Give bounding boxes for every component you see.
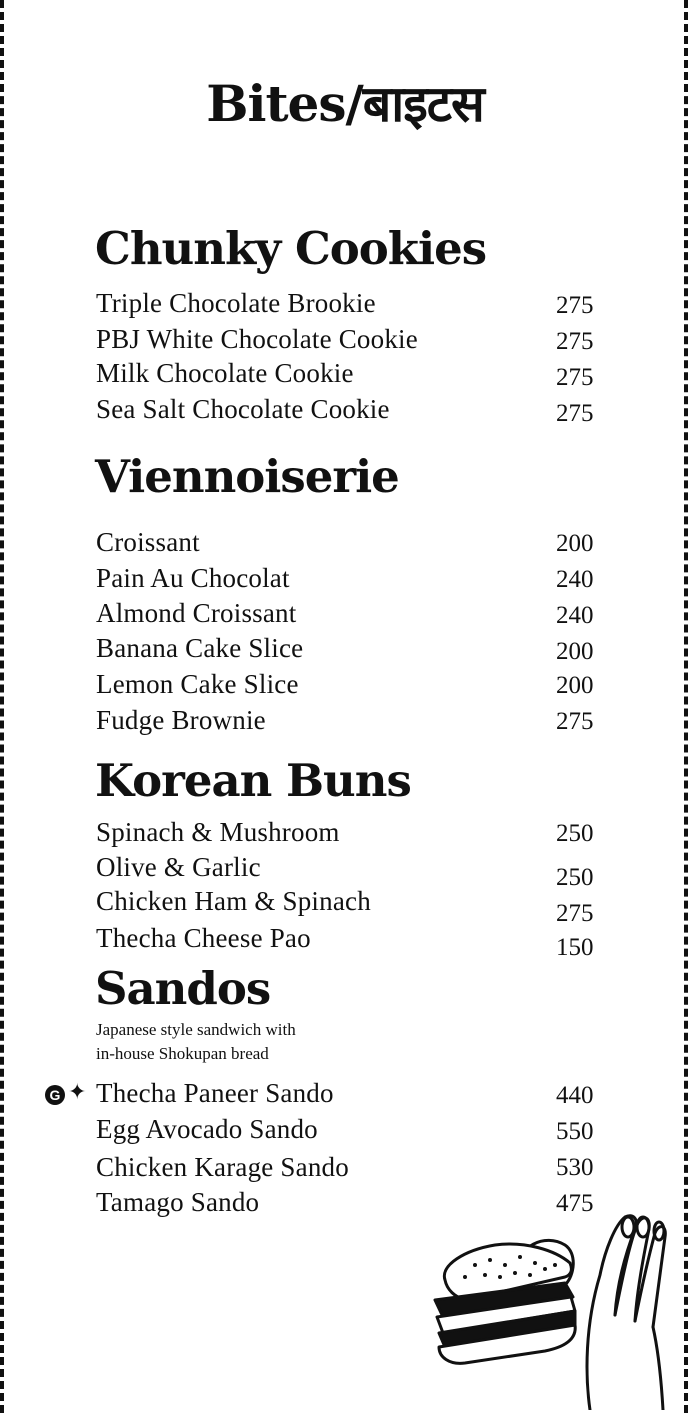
- menu-item-name: Tamago Sando: [96, 1187, 260, 1217]
- menu-item-price: 240: [556, 602, 594, 629]
- menu-item-price: 440: [556, 1082, 594, 1109]
- menu-item-name: Spinach & Mushroom: [96, 817, 340, 847]
- menu-item-name: PBJ White Chocolate Cookie: [96, 324, 418, 354]
- menu-item-name: Sea Salt Chocolate Cookie: [96, 394, 390, 424]
- section-note: in-house Shokupan bread: [96, 1044, 269, 1063]
- menu-item-name: Thecha Cheese Pao: [96, 923, 311, 953]
- menu-item-price: 275: [556, 292, 594, 319]
- google-lens-icon[interactable]: G: [45, 1085, 65, 1105]
- right-dashed-border: [684, 0, 688, 1413]
- menu-item-price: 275: [556, 400, 594, 427]
- menu-item-price: 275: [556, 708, 594, 735]
- menu-item-price: 275: [556, 364, 594, 391]
- menu-item-price: 200: [556, 530, 594, 557]
- menu-item-name: Chicken Ham & Spinach: [96, 886, 371, 916]
- menu-item-price: 475: [556, 1190, 594, 1217]
- section-title-sandos: Sandos: [95, 962, 271, 1015]
- sparkle-icon: ✦: [68, 1080, 87, 1105]
- menu-item-price: 200: [556, 638, 594, 665]
- menu-item-price: 530: [556, 1154, 594, 1181]
- menu-item-name: Lemon Cake Slice: [96, 669, 299, 699]
- menu-item-name: Fudge Brownie: [96, 705, 266, 735]
- menu-item-name: Croissant: [96, 527, 200, 557]
- sandwich-hand-illustration: [425, 1205, 675, 1410]
- menu-item-name: Almond Croissant: [96, 598, 297, 628]
- menu-item-name: Milk Chocolate Cookie: [96, 358, 354, 388]
- page-title: Bites/बाइटस: [206, 74, 484, 133]
- menu-item-name: Banana Cake Slice: [96, 633, 304, 663]
- menu-item-price: 240: [556, 566, 594, 593]
- left-dashed-border: [0, 0, 4, 1413]
- section-title-chunky-cookies: Chunky Cookies: [95, 222, 487, 275]
- menu-item-price: 550: [556, 1118, 594, 1145]
- menu-item-name: Olive & Garlic: [96, 852, 261, 882]
- menu-item-name: Triple Chocolate Brookie: [96, 288, 376, 318]
- menu-item-name: Thecha Paneer Sando: [96, 1078, 334, 1108]
- menu-item-name: Chicken Karage Sando: [96, 1152, 349, 1182]
- menu-item-price: 250: [556, 820, 594, 847]
- menu-item-price: 275: [556, 328, 594, 355]
- section-note: Japanese style sandwich with: [96, 1020, 296, 1039]
- menu-item-price: 200: [556, 672, 594, 699]
- section-title-viennoiserie: Viennoiserie: [95, 450, 399, 503]
- menu-item-price: 150: [556, 934, 594, 961]
- menu-item-name: Pain Au Chocolat: [96, 563, 290, 593]
- section-title-korean-buns: Korean Buns: [95, 754, 411, 807]
- menu-item-price: 275: [556, 900, 594, 927]
- menu-item-name: Egg Avocado Sando: [96, 1114, 318, 1144]
- menu-item-price: 250: [556, 864, 594, 891]
